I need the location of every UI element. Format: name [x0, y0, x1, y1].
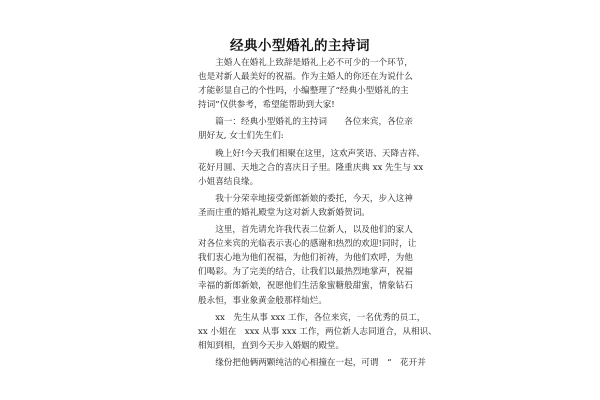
text-line: 晚上好!今天我们相聚在这里，这欢声笑语、天降吉祥、 — [198, 148, 425, 159]
text-line: 这里，首先请允许我代表二位新人，以及他们的家人 — [198, 225, 413, 236]
document-body — [198, 56, 437, 373]
text-line: 幸福的新郎新娘，祝愿他们生活象蜜糖般甜蜜，情象钻石 — [198, 281, 413, 292]
text-line: 我十分荣幸地接受新郎新娘的委托，今天，步入这神 — [198, 193, 413, 204]
text-line: 相知到相，直到今天步入婚姻的殿堂。 — [198, 340, 345, 351]
paragraph — [198, 147, 425, 189]
paragraph — [198, 223, 417, 308]
text-line: 篇一：经典小型婚礼的主持词 各位来宾，各位亲 — [198, 117, 413, 128]
text-line: 我们衷心地为他们祝福，为他们祈祷，为他们欢呼，为他 — [198, 253, 413, 264]
paragraph — [198, 356, 426, 370]
paragraph — [198, 56, 413, 112]
text-line: 对各位来宾的光临表示衷心的感谢和热烈的欢迎!同时，让 — [198, 239, 417, 250]
text-line: 缘份把他俩两颗纯洁的心相撞在一起，可谓 “ 花开并 — [198, 357, 426, 368]
text-line: 般永恒，事业象黄金般那样灿烂。 — [198, 295, 327, 306]
text-line: xx 小姐在 xxx 从事 xxx 工作，两位新人志同道合，从相识、 — [198, 326, 437, 337]
text-line: 也是对新人最美好的祝福。作为主婚人的你还在为说什么 — [198, 72, 413, 83]
document-title: 经典小型婚礼的主持词 — [230, 38, 370, 54]
text-line: 主婚人在婚礼上致辞是婚礼上必不可少的一个环节， — [198, 58, 413, 68]
text-line: 才能彰显自己的个性吗，小编整理了“经典小型婚礼的主 — [198, 86, 409, 97]
text-line: 朋好友, 女士们先生们: — [198, 131, 284, 142]
text-line: xx 先生从事 xxx 工作，各位来宾，一名优秀的员工， — [198, 312, 426, 323]
text-line: 们喝彩。为了完美的结合，让我们以最热烈地掌声，祝福 — [198, 267, 413, 278]
text-line: 花好月圆、天地之合的喜庆日子里。隆重庆典 xx 先生与 xx — [198, 162, 424, 173]
paragraph — [198, 192, 413, 220]
paragraph — [198, 311, 437, 353]
text-line: 小姐喜结良缘。 — [198, 176, 259, 187]
paragraph — [198, 115, 413, 143]
text-line: 持词”仅供参考，希望能帮助到大家! — [198, 100, 335, 111]
text-line: 圣而庄重的婚礼殿堂为这对新人致新婚贺词。 — [198, 207, 370, 218]
